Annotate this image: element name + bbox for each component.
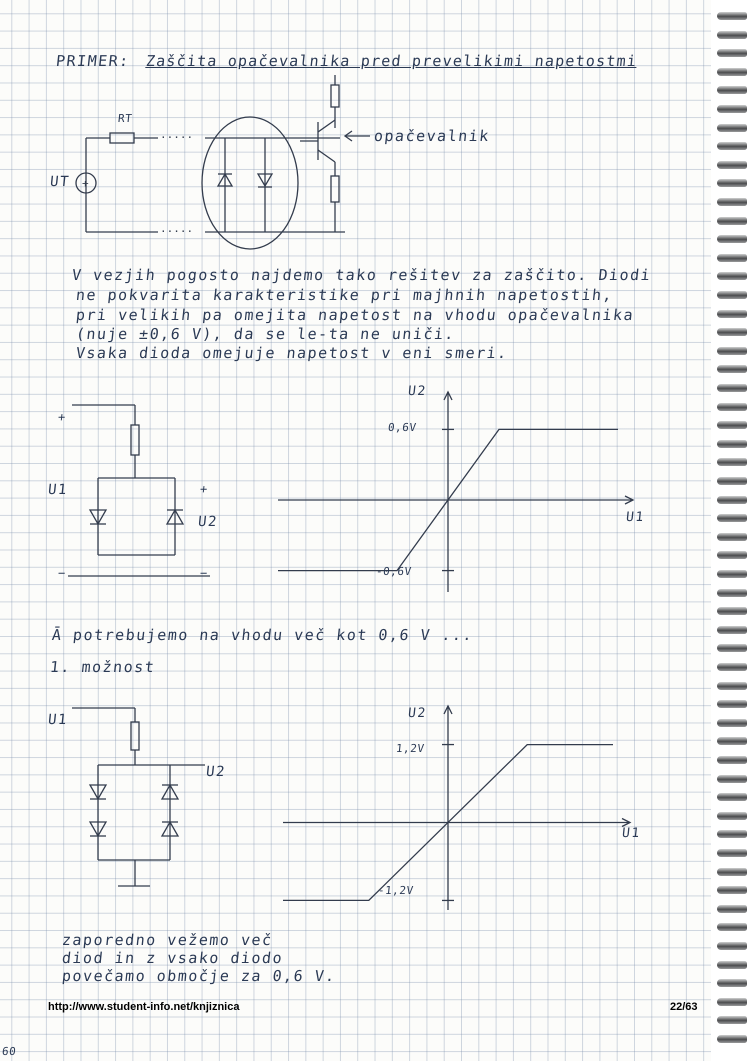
opamp-label: opačevalnik xyxy=(373,127,491,145)
resistor-label: RT xyxy=(117,112,133,125)
circuit2-minus: − xyxy=(57,566,68,580)
chart2-tick-bottom: -1,2V xyxy=(377,884,415,897)
circuit2-minus-out: − xyxy=(199,566,210,580)
svg-text:·····: ····· xyxy=(160,131,194,144)
source-label: UT xyxy=(49,174,71,190)
conclusion-line-3: povečamo območje za 0,6 V. xyxy=(61,967,337,985)
conclusion-line-2: diod in z vsako diodo xyxy=(61,949,285,967)
explanation-line-5: Vsaka dioda omejuje napetost v eni smeri. xyxy=(75,344,509,362)
chart1-tick-bottom: -0,6V xyxy=(375,565,413,578)
svg-text:+: + xyxy=(82,177,89,190)
explanation-line-4: (nuje ±0,6 V), da se le-ta ne uniči. xyxy=(75,325,457,343)
chart1-ylabel: U2 xyxy=(407,384,428,399)
circuit2-input-label: U1 xyxy=(47,482,69,498)
chart2-ylabel: U2 xyxy=(407,706,428,721)
circuit2-plus-out: + xyxy=(199,482,210,496)
chart1-xlabel: U1 xyxy=(625,510,646,525)
circuit2-plus: + xyxy=(57,410,68,424)
section2-option: 1. možnost xyxy=(49,658,157,676)
circuit3-output-label: U2 xyxy=(205,764,227,780)
conclusion-line-1: zaporedno vežemo več xyxy=(61,931,274,949)
heading-prefix: PRIMER: xyxy=(55,52,131,70)
explanation-line-1: V vezjih pogosto najdemo tako rešitev za zaščito. Diodi xyxy=(71,266,653,284)
circuit2-output-label: U2 xyxy=(197,514,219,530)
footer-page-number: 22/63 xyxy=(670,1001,698,1013)
chart2-xlabel: U1 xyxy=(621,826,642,841)
chart2-tick-top: 1,2V xyxy=(395,742,426,755)
explanation-line-2: ne pokvarita karakteristike pri majhnih napetostih, xyxy=(75,286,615,304)
svg-text:·····: ····· xyxy=(160,225,194,238)
explanation-line-3: pri velikih pa omejita napetost na vhodu opačevalnika xyxy=(75,306,636,324)
chart1-tick-top: 0,6V xyxy=(387,421,418,434)
heading-title: Zaščita opačevalnika pred prevelikimi napetostmi xyxy=(145,52,639,70)
section2-question: Ā potrebujemo na vhodu več kot 0,6 V ... xyxy=(51,626,475,644)
margin-number: 60 xyxy=(1,1045,17,1058)
circuit3-input-label: U1 xyxy=(47,712,69,728)
footer-url[interactable]: http://www.student-info.net/knjiznica xyxy=(48,1001,240,1013)
